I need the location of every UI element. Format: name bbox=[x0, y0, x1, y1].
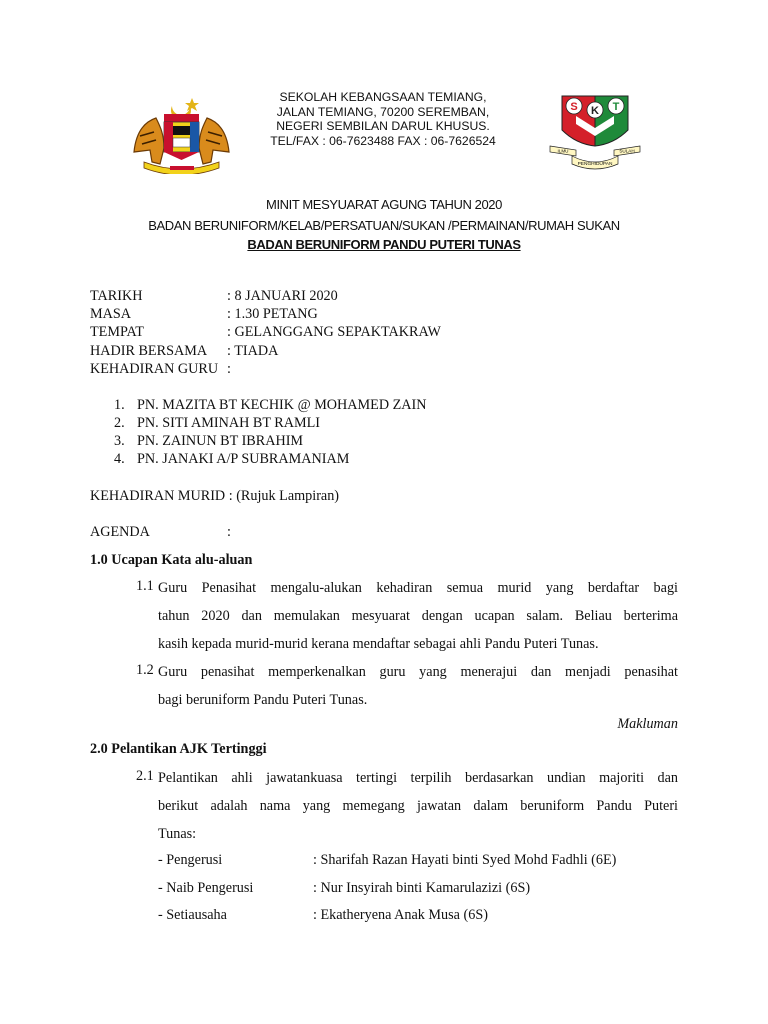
list-number: 3. bbox=[114, 433, 125, 449]
detail-value-teachers: : bbox=[227, 361, 231, 377]
svg-text:PENGHIDUPAN: PENGHIDUPAN bbox=[577, 162, 613, 167]
item-text-line: Tunas: bbox=[158, 826, 197, 842]
item-text-line: kasih kepada murid-murid kerana mendaftar sebagai ahli Pandu Puteri Tunas. bbox=[158, 636, 599, 652]
list-number: 1. bbox=[114, 397, 125, 413]
list-number: 4. bbox=[114, 451, 125, 467]
student-attendance: KEHADIRAN MURID : (Rujuk Lampiran) bbox=[90, 488, 340, 504]
svg-text:T: T bbox=[612, 101, 620, 113]
detail-value-time: : 1.30 PETANG bbox=[227, 306, 318, 322]
agenda-colon: : bbox=[227, 524, 231, 540]
item-text bbox=[158, 764, 678, 848]
detail-label-attending: HADIR BERSAMA bbox=[90, 343, 208, 359]
detail-value-attending: : TIADA bbox=[227, 343, 279, 359]
detail-label-teachers: KEHADIRAN GURU bbox=[90, 361, 219, 377]
svg-text:ILMU: ILMU bbox=[557, 148, 569, 154]
committee-name: : Nur Insyirah binti Kamarulazizi (6S) bbox=[313, 880, 531, 896]
committee-role: - Setiausaha bbox=[158, 907, 227, 923]
svg-text:S: S bbox=[570, 101, 578, 113]
school-name: SEKOLAH KEBANGSAAN TEMIANG, bbox=[279, 90, 487, 104]
item-text-line: Pelantikan ahli jawatankuasa tertingi terpilih berdasarkan undian majoriti dan bbox=[158, 770, 678, 786]
item-text-line: Guru Penasihat mengalu-alukan kehadiran semua murid yang berdaftar bagi bbox=[158, 580, 678, 596]
unit-title: BADAN BERUNIFORM PANDU PUTERI TUNAS bbox=[247, 237, 521, 252]
section-heading: 1.0 Ucapan Kata alu-aluan bbox=[90, 552, 253, 568]
detail-value-date: : 8 JANUARI 2020 bbox=[227, 288, 338, 304]
item-text-line: bagi beruniform Pandu Puteri Tunas. bbox=[158, 692, 368, 708]
category-title: BADAN BERUNIFORM/KELAB/PERSATUAN/SUKAN /PERMAINAN/RUMAH SUKAN bbox=[148, 218, 620, 233]
committee-name: : Ekatheryena Anak Musa (6S) bbox=[313, 907, 488, 923]
detail-label-time: MASA bbox=[90, 306, 131, 322]
item-text-line: berikut adalah nama yang memegang jawatan dalam beruniform Pandu Puteri bbox=[158, 798, 678, 814]
minutes-title: MINIT MESYUARAT AGUNG TAHUN 2020 bbox=[266, 197, 502, 212]
agenda-label: AGENDA bbox=[90, 524, 150, 540]
committee-role: - Naib Pengerusi bbox=[158, 880, 254, 896]
item-number: 1.1 bbox=[136, 578, 154, 594]
item-text-line: Guru penasihat memperkenalkan guru yang menerajui dan menjadi penasihat bbox=[158, 664, 678, 680]
teacher-name: PN. JANAKI A/P SUBRAMANIAM bbox=[137, 451, 350, 467]
phone-fax: TEL/FAX : 06-7623488 FAX : 06-7626524 bbox=[270, 133, 496, 148]
svg-text:K: K bbox=[591, 105, 599, 117]
teacher-name: PN. SITI AMINAH BT RAMLI bbox=[137, 415, 321, 431]
address-line-1: JALAN TEMIANG, 70200 SEREMBAN, bbox=[276, 104, 490, 119]
item-number: 2.1 bbox=[136, 768, 154, 784]
svg-text:SULAH: SULAH bbox=[619, 148, 635, 154]
school-crest-icon bbox=[546, 90, 644, 174]
list-number: 2. bbox=[114, 415, 125, 431]
letterhead-text bbox=[248, 90, 518, 148]
detail-label-date: TARIKH bbox=[90, 288, 143, 304]
committee-name: : Sharifah Razan Hayati binti Syed Mohd Fadhli (6E) bbox=[313, 852, 617, 868]
item-text-line: tahun 2020 dan memulakan mesyuarat dengan ucapan salam. Beliau berterima bbox=[158, 608, 678, 624]
committee-role: - Pengerusi bbox=[158, 852, 223, 868]
address-line-2: NEGERI SEMBILAN DARUL KHUSUS. bbox=[276, 119, 490, 134]
malaysia-coat-of-arms-icon bbox=[130, 92, 233, 174]
detail-value-venue: : GELANGGANG SEPAKTAKRAW bbox=[227, 324, 441, 340]
detail-label-venue: TEMPAT bbox=[90, 324, 144, 340]
item-text bbox=[158, 658, 678, 714]
teacher-name: PN. MAZITA BT KECHIK @ MOHAMED ZAIN bbox=[137, 397, 427, 413]
teacher-name: PN. ZAINUN BT IBRAHIM bbox=[137, 433, 304, 449]
item-number: 1.2 bbox=[136, 662, 154, 678]
note-makluman: Makluman bbox=[617, 716, 678, 732]
section-heading: 2.0 Pelantikan AJK Tertinggi bbox=[90, 741, 267, 757]
item-text bbox=[158, 574, 678, 658]
